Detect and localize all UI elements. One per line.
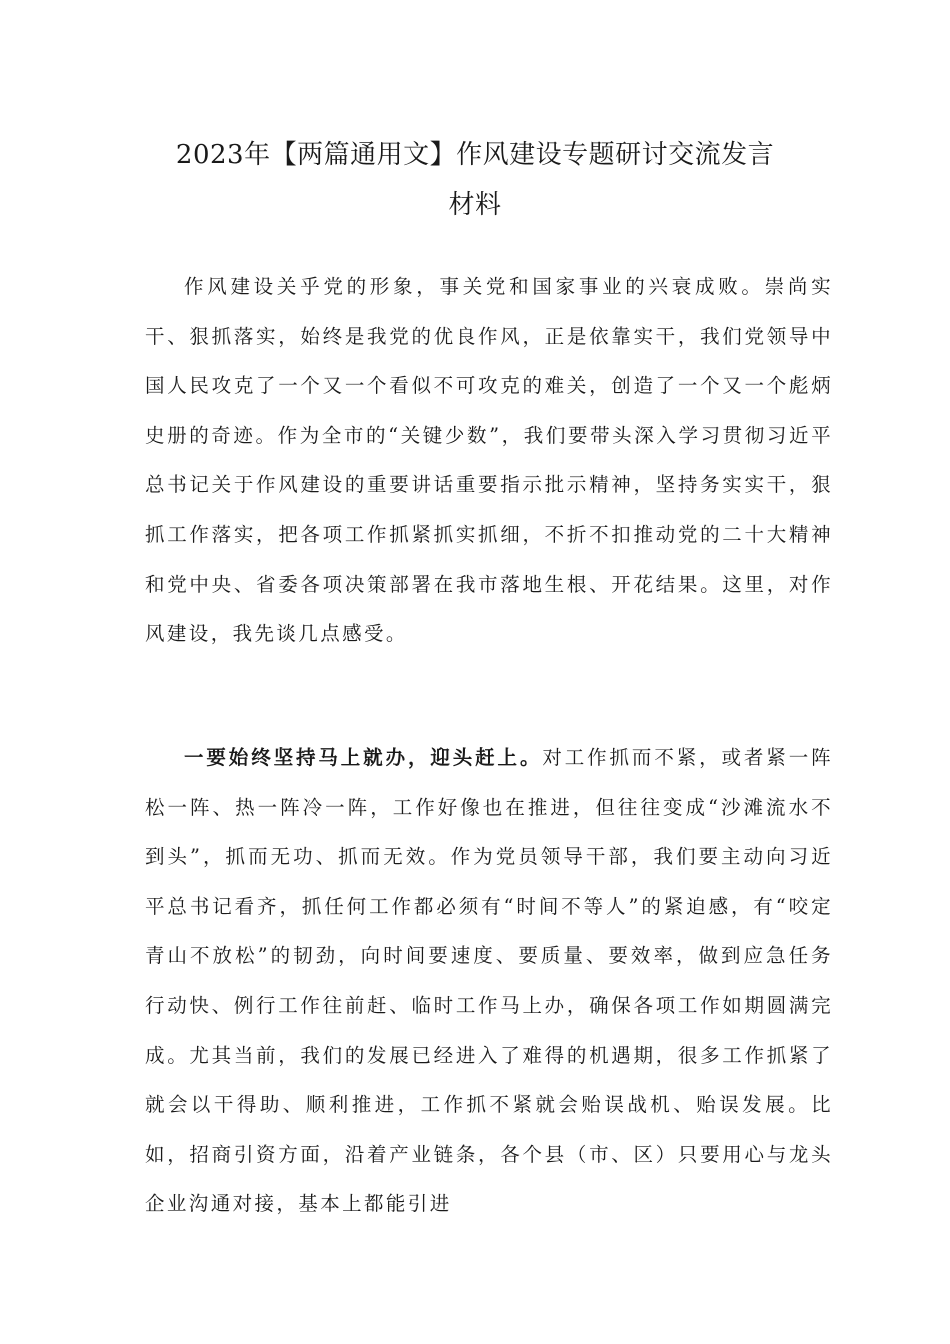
document-title <box>120 130 830 230</box>
title-line-2: 材料 <box>448 190 502 220</box>
section-one-body: 对工作抓而不紧，或者紧一阵松一阵、热一阵冷一阵，工作好像也在推进，但往往变成“沙滩流水不到头”，抓而无功、抓而无效。作为党员领导干部，我们要主动向习近平总书记看齐，抓任何工作都必须有“时间不等人”的紧迫感，有“咬定青山不放松”的韧劲，向时间要速度、要质量、要效率，做到应急任务行动快、例行工作往前赶、临时工作马上办，确保各项工作如期圆满完成。尤其当前，我们的发展已经进入了难得的机遇期，很多工作抓紧了就会以干得助、顺利推进，工作抓不紧就会贻误战机、贻误发展。比如，招商引资方面，沿着产业链条，各个县（市、区）只要用心与龙头企业沟通对接，基本上都能引进 <box>145 746 833 1216</box>
intro-paragraph: 作风建设关乎党的形象，事关党和国家事业的兴衰成败。崇尚实干、狠抓落实，始终是我党的优良作风，正是依靠实干，我们党领导中国人民攻克了一个又一个看似不可攻克的难关，创造了一个又一个彪炳史册的奇迹。作为全市的“关键少数”，我们要带头深入学习贯彻习近平总书记关于作风建设的重要讲话重要指示批示精神，坚持务实实干，狠抓工作落实，把各项工作抓紧抓实抓细，不折不扣推动党的二十大精神和党中央、省委各项决策部署在我市落地生根、开花结果。这里，对作风建设，我先谈几点感受。 <box>145 275 833 646</box>
section-one-paragraph <box>145 733 833 1229</box>
title-line-1: 2023年【两篇通用文】作风建设专题研讨交流发言 <box>175 140 775 170</box>
section-one-heading: 一要始终坚持马上就办，迎头赶上。 <box>184 746 543 769</box>
